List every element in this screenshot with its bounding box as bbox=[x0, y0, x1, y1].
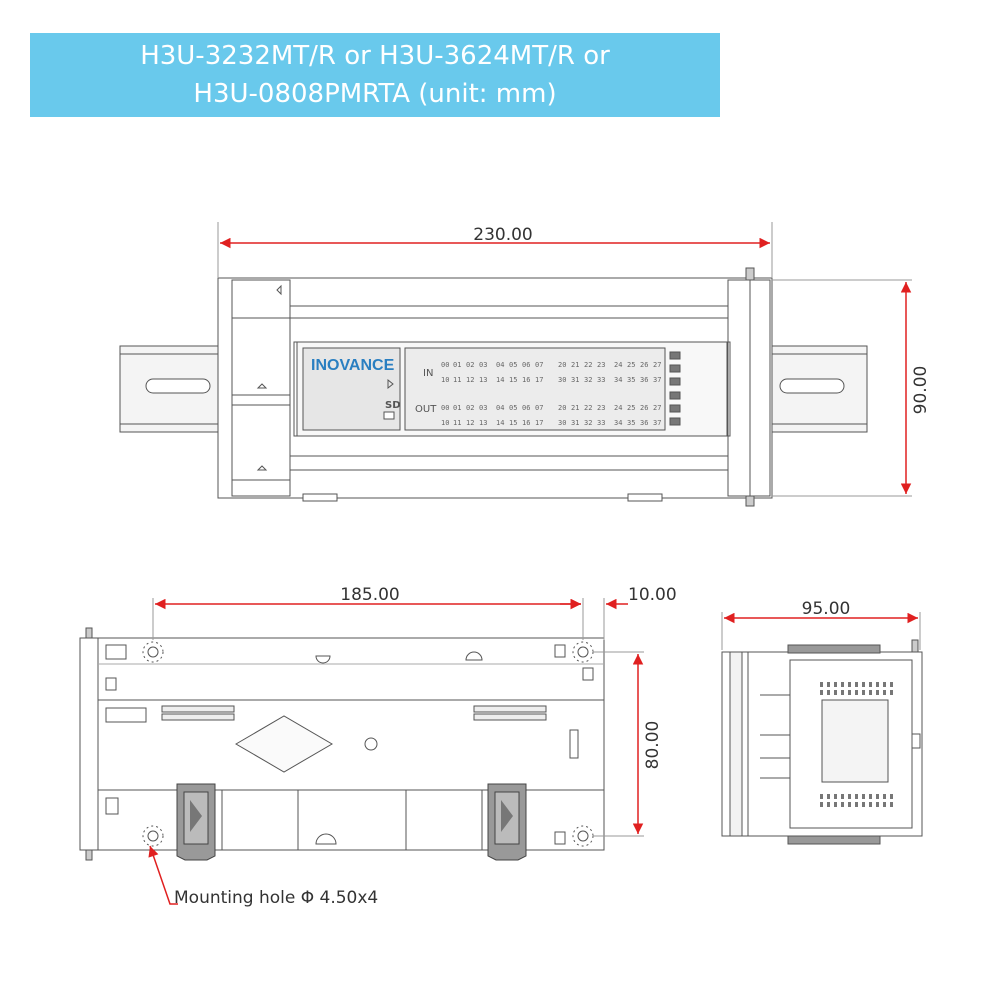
vent-slot bbox=[876, 802, 879, 807]
vent-slot bbox=[855, 794, 858, 799]
io-number: 33 bbox=[597, 376, 606, 384]
io-number: 26 bbox=[640, 361, 649, 369]
io-number: 37 bbox=[653, 419, 662, 427]
io-number: 17 bbox=[535, 419, 544, 427]
io-number: 01 bbox=[453, 404, 462, 412]
io-number: 35 bbox=[627, 376, 636, 384]
io-number: 03 bbox=[479, 361, 488, 369]
io-number: 30 bbox=[558, 376, 567, 384]
io-number: 11 bbox=[453, 376, 462, 384]
vent-slot bbox=[827, 794, 830, 799]
out-label: OUT bbox=[415, 404, 437, 415]
vent-slot bbox=[834, 682, 837, 687]
vent-slot bbox=[855, 690, 858, 695]
mounting-hole-label: Mounting hole Φ 4.50x4 bbox=[174, 888, 379, 908]
rail-slot-right bbox=[780, 379, 844, 393]
io-number: 16 bbox=[522, 376, 531, 384]
front-view bbox=[120, 268, 867, 506]
mount-hole-tr bbox=[578, 647, 588, 657]
io-number: 23 bbox=[597, 404, 606, 412]
vent-slot bbox=[862, 690, 865, 695]
io-number: 21 bbox=[571, 361, 580, 369]
vent-slot bbox=[848, 802, 851, 807]
io-number: 10 bbox=[441, 419, 450, 427]
io-number: 03 bbox=[479, 404, 488, 412]
front-width-label: 230.00 bbox=[473, 225, 533, 245]
vent-slot bbox=[876, 794, 879, 799]
sd-label: SD bbox=[385, 400, 401, 411]
io-number: 13 bbox=[479, 419, 488, 427]
vent-slot bbox=[820, 682, 823, 687]
vent-slot bbox=[834, 690, 837, 695]
mount-hole-br bbox=[578, 831, 588, 841]
io-number: 13 bbox=[479, 376, 488, 384]
vent-slot bbox=[883, 802, 886, 807]
io-number: 02 bbox=[466, 404, 475, 412]
io-number: 21 bbox=[571, 404, 580, 412]
vent-slot bbox=[869, 794, 872, 799]
io-number: 31 bbox=[571, 376, 580, 384]
io-number: 12 bbox=[466, 376, 475, 384]
vent-slot bbox=[827, 682, 830, 687]
vent-slot bbox=[890, 802, 893, 807]
vent-slot bbox=[820, 802, 823, 807]
vent-slot bbox=[820, 690, 823, 695]
din-clip-right bbox=[488, 784, 526, 860]
rail-slot-left bbox=[146, 379, 210, 393]
vent-slot bbox=[876, 682, 879, 687]
io-number: 24 bbox=[614, 404, 623, 412]
io-number: 32 bbox=[584, 419, 593, 427]
vent-slot bbox=[869, 802, 872, 807]
io-number: 06 bbox=[522, 404, 531, 412]
io-number: 02 bbox=[466, 361, 475, 369]
mount-hole-tl bbox=[148, 647, 158, 657]
front-height-label: 90.00 bbox=[911, 365, 931, 415]
io-number: 16 bbox=[522, 419, 531, 427]
io-number: 05 bbox=[509, 361, 518, 369]
io-number: 15 bbox=[509, 376, 518, 384]
vent-slot bbox=[890, 690, 893, 695]
vent-slot bbox=[883, 682, 886, 687]
io-number: 10 bbox=[441, 376, 450, 384]
io-number: 23 bbox=[597, 361, 606, 369]
io-number: 00 bbox=[441, 404, 450, 412]
mount-hole-bl bbox=[148, 831, 158, 841]
title-line-1: H3U-3232MT/R or H3U-3624MT/R or bbox=[140, 41, 610, 71]
io-number: 14 bbox=[496, 376, 505, 384]
vent-slot bbox=[862, 682, 865, 687]
io-number: 06 bbox=[522, 361, 531, 369]
side-view bbox=[722, 640, 922, 844]
din-clip-left bbox=[177, 784, 215, 860]
vent-slot bbox=[848, 794, 851, 799]
io-number: 26 bbox=[640, 404, 649, 412]
io-number: 12 bbox=[466, 419, 475, 427]
vent-slot bbox=[869, 690, 872, 695]
io-number: 36 bbox=[640, 376, 649, 384]
hole-spacing-label: 185.00 bbox=[340, 585, 400, 605]
vent-slot bbox=[890, 794, 893, 799]
io-number: 24 bbox=[614, 361, 623, 369]
vent-slot bbox=[883, 794, 886, 799]
io-number: 35 bbox=[627, 419, 636, 427]
title-line-2: H3U-0808PMRTA (unit: mm) bbox=[193, 79, 557, 109]
io-number: 14 bbox=[496, 419, 505, 427]
io-number: 33 bbox=[597, 419, 606, 427]
vent-slot bbox=[848, 682, 851, 687]
io-number: 04 bbox=[496, 361, 505, 369]
vent-slot bbox=[820, 794, 823, 799]
io-number: 34 bbox=[614, 419, 623, 427]
side-depth-label: 95.00 bbox=[801, 599, 851, 619]
vent-slot bbox=[841, 682, 844, 687]
vent-slot bbox=[848, 690, 851, 695]
vent-slot bbox=[834, 794, 837, 799]
vent-slot bbox=[855, 802, 858, 807]
io-number: 30 bbox=[558, 419, 567, 427]
io-number: 20 bbox=[558, 361, 567, 369]
vent-slot bbox=[862, 794, 865, 799]
io-number: 22 bbox=[584, 361, 593, 369]
io-number: 05 bbox=[509, 404, 518, 412]
vent-slot bbox=[876, 690, 879, 695]
io-number: 04 bbox=[496, 404, 505, 412]
io-number: 34 bbox=[614, 376, 623, 384]
io-number: 01 bbox=[453, 361, 462, 369]
io-number: 25 bbox=[627, 361, 636, 369]
vent-slot bbox=[869, 682, 872, 687]
vent-slot bbox=[834, 802, 837, 807]
vent-slot bbox=[841, 802, 844, 807]
io-number: 20 bbox=[558, 404, 567, 412]
io-number: 25 bbox=[627, 404, 636, 412]
vent-slot bbox=[827, 690, 830, 695]
vent-slot bbox=[862, 802, 865, 807]
depth-label: 80.00 bbox=[643, 720, 663, 770]
io-number: 27 bbox=[653, 361, 662, 369]
io-number: 22 bbox=[584, 404, 593, 412]
io-number: 15 bbox=[509, 419, 518, 427]
vent-slot bbox=[841, 794, 844, 799]
io-number: 37 bbox=[653, 376, 662, 384]
io-number: 32 bbox=[584, 376, 593, 384]
brand-logo: INOVANCE bbox=[311, 357, 395, 374]
vent-slot bbox=[841, 690, 844, 695]
io-number: 36 bbox=[640, 419, 649, 427]
vent-slot bbox=[883, 690, 886, 695]
io-number: 17 bbox=[535, 376, 544, 384]
in-label: IN bbox=[423, 368, 434, 379]
vent-slot bbox=[890, 682, 893, 687]
io-number: 11 bbox=[453, 419, 462, 427]
vent-slot bbox=[827, 802, 830, 807]
edge-offset-label: 10.00 bbox=[628, 585, 677, 605]
io-number: 07 bbox=[535, 404, 544, 412]
vent-slot bbox=[855, 682, 858, 687]
io-number: 31 bbox=[571, 419, 580, 427]
io-number: 00 bbox=[441, 361, 450, 369]
io-number: 27 bbox=[653, 404, 662, 412]
io-number: 07 bbox=[535, 361, 544, 369]
